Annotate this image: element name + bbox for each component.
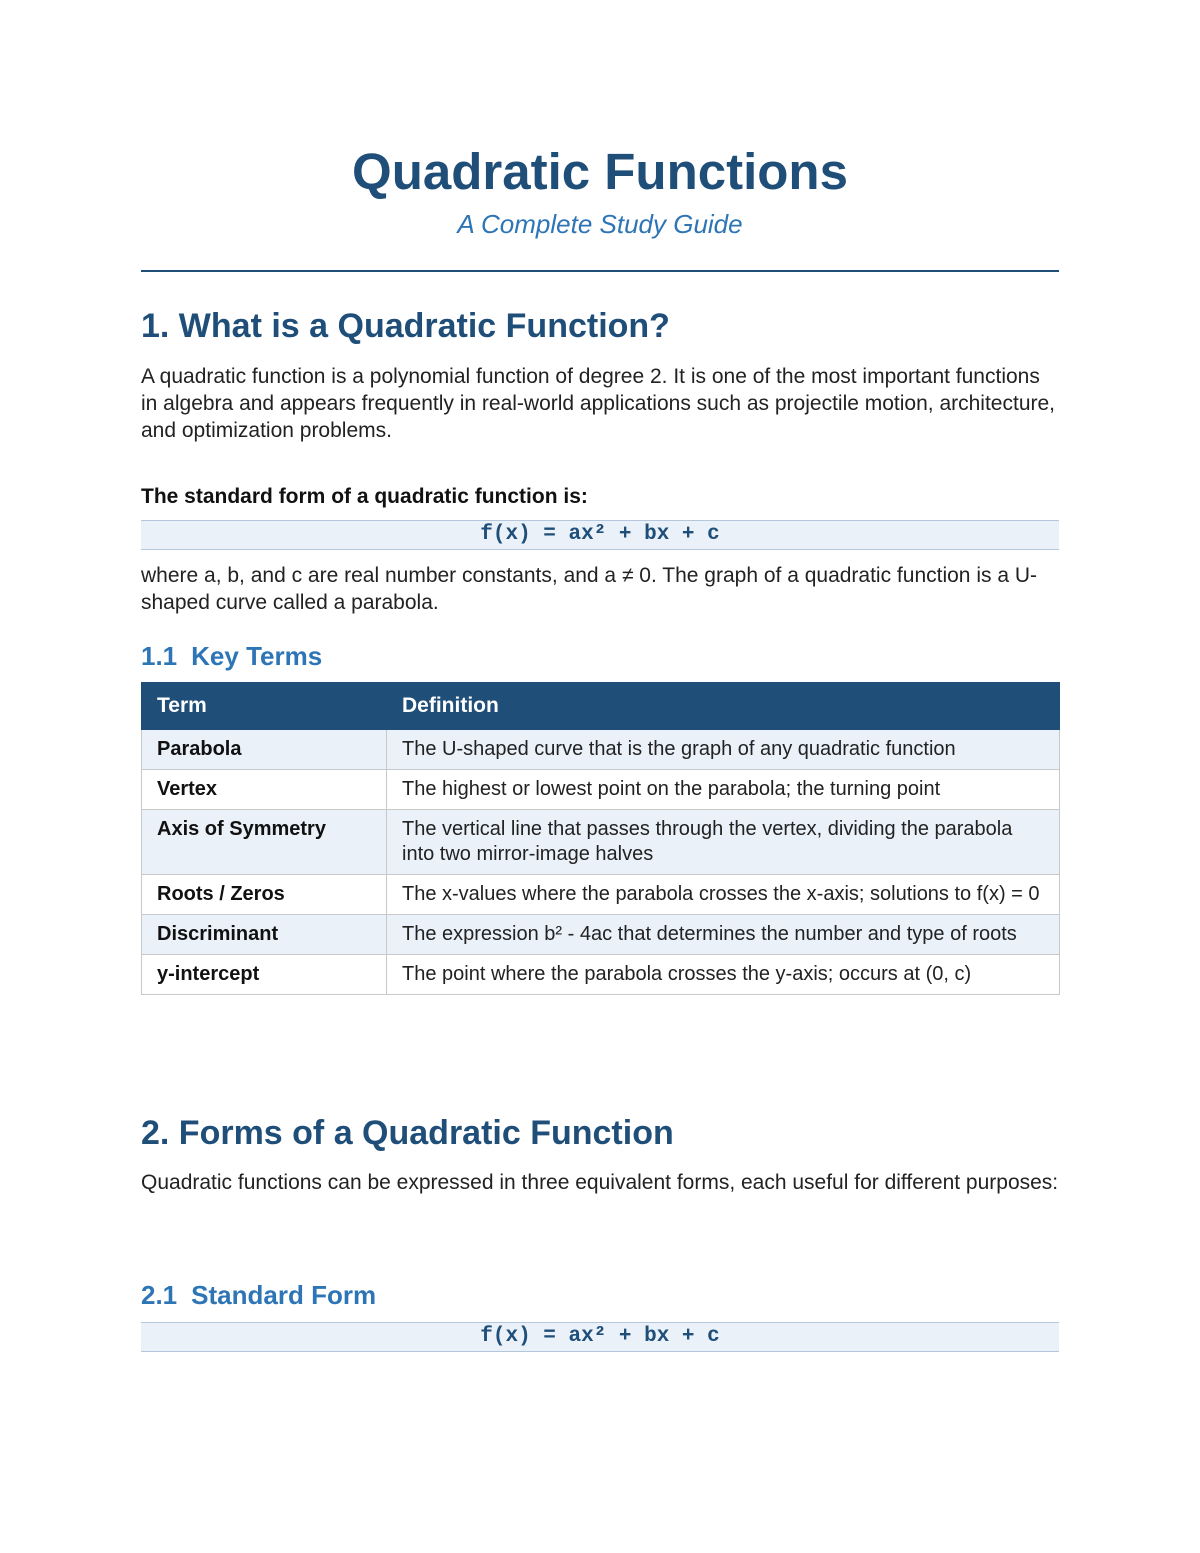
subsection-number: 1.1 xyxy=(141,641,178,671)
definition-cell: The x-values where the parabola crosses the x-axis; solutions to f(x) = 0 xyxy=(387,875,1060,915)
column-header-term: Term xyxy=(142,683,387,730)
table-header-row xyxy=(142,683,1060,730)
section-1-heading: 1. What is a Quadratic Function? xyxy=(141,307,670,345)
formula-explanation: where a, b, and c are real number constants, and a ≠ 0. The graph of a quadratic function is a U-shaped curve called a parabola. xyxy=(141,564,1037,614)
section-1-intro: A quadratic function is a polynomial function of degree 2. It is one of the most important functions in algebra and appears frequently in real-world applications such as projectile motion, architecture, and optimization problems. xyxy=(141,365,1056,442)
subsection-title: Key Terms xyxy=(191,641,323,671)
subsection-number: 2.1 xyxy=(141,1280,178,1310)
standard-form-formula: f(x) = ax² + bx + c xyxy=(141,520,1059,550)
section-2-intro: Quadratic functions can be expressed in three equivalent forms, each useful for different purposes: xyxy=(141,1171,1059,1194)
subsection-standard-form-heading xyxy=(141,1279,376,1311)
title-divider xyxy=(141,270,1059,272)
table-row xyxy=(142,770,1060,810)
column-header-definition: Definition xyxy=(387,683,1060,730)
document-title: Quadratic Functions xyxy=(352,143,848,200)
table-row xyxy=(142,730,1060,770)
term-cell: Axis of Symmetry xyxy=(142,810,387,875)
key-terms-table xyxy=(141,682,1060,995)
document-subtitle: A Complete Study Guide xyxy=(457,209,743,239)
definition-cell: The U-shaped curve that is the graph of any quadratic function xyxy=(387,730,1060,770)
definition-cell: The point where the parabola crosses the y-axis; occurs at (0, c) xyxy=(387,955,1060,995)
table-row xyxy=(142,955,1060,995)
subsection-key-terms-heading xyxy=(141,640,322,672)
standard-form-formula-2: f(x) = ax² + bx + c xyxy=(141,1322,1059,1352)
standard-form-label: The standard form of a quadratic function is: xyxy=(141,485,588,508)
section-2-heading: 2. Forms of a Quadratic Function xyxy=(141,1114,674,1152)
term-cell: Vertex xyxy=(142,770,387,810)
term-cell: Discriminant xyxy=(142,915,387,955)
table-row xyxy=(142,915,1060,955)
definition-cell: The vertical line that passes through the vertex, dividing the parabola into two mirror-image halves xyxy=(387,810,1060,875)
term-cell: Roots / Zeros xyxy=(142,875,387,915)
definition-cell: The highest or lowest point on the parabola; the turning point xyxy=(387,770,1060,810)
term-cell: y-intercept xyxy=(142,955,387,995)
table-row xyxy=(142,875,1060,915)
subsection-title: Standard Form xyxy=(191,1280,377,1310)
definition-cell: The expression b² - 4ac that determines the number and type of roots xyxy=(387,915,1060,955)
term-cell: Parabola xyxy=(142,730,387,770)
table-row xyxy=(142,810,1060,875)
